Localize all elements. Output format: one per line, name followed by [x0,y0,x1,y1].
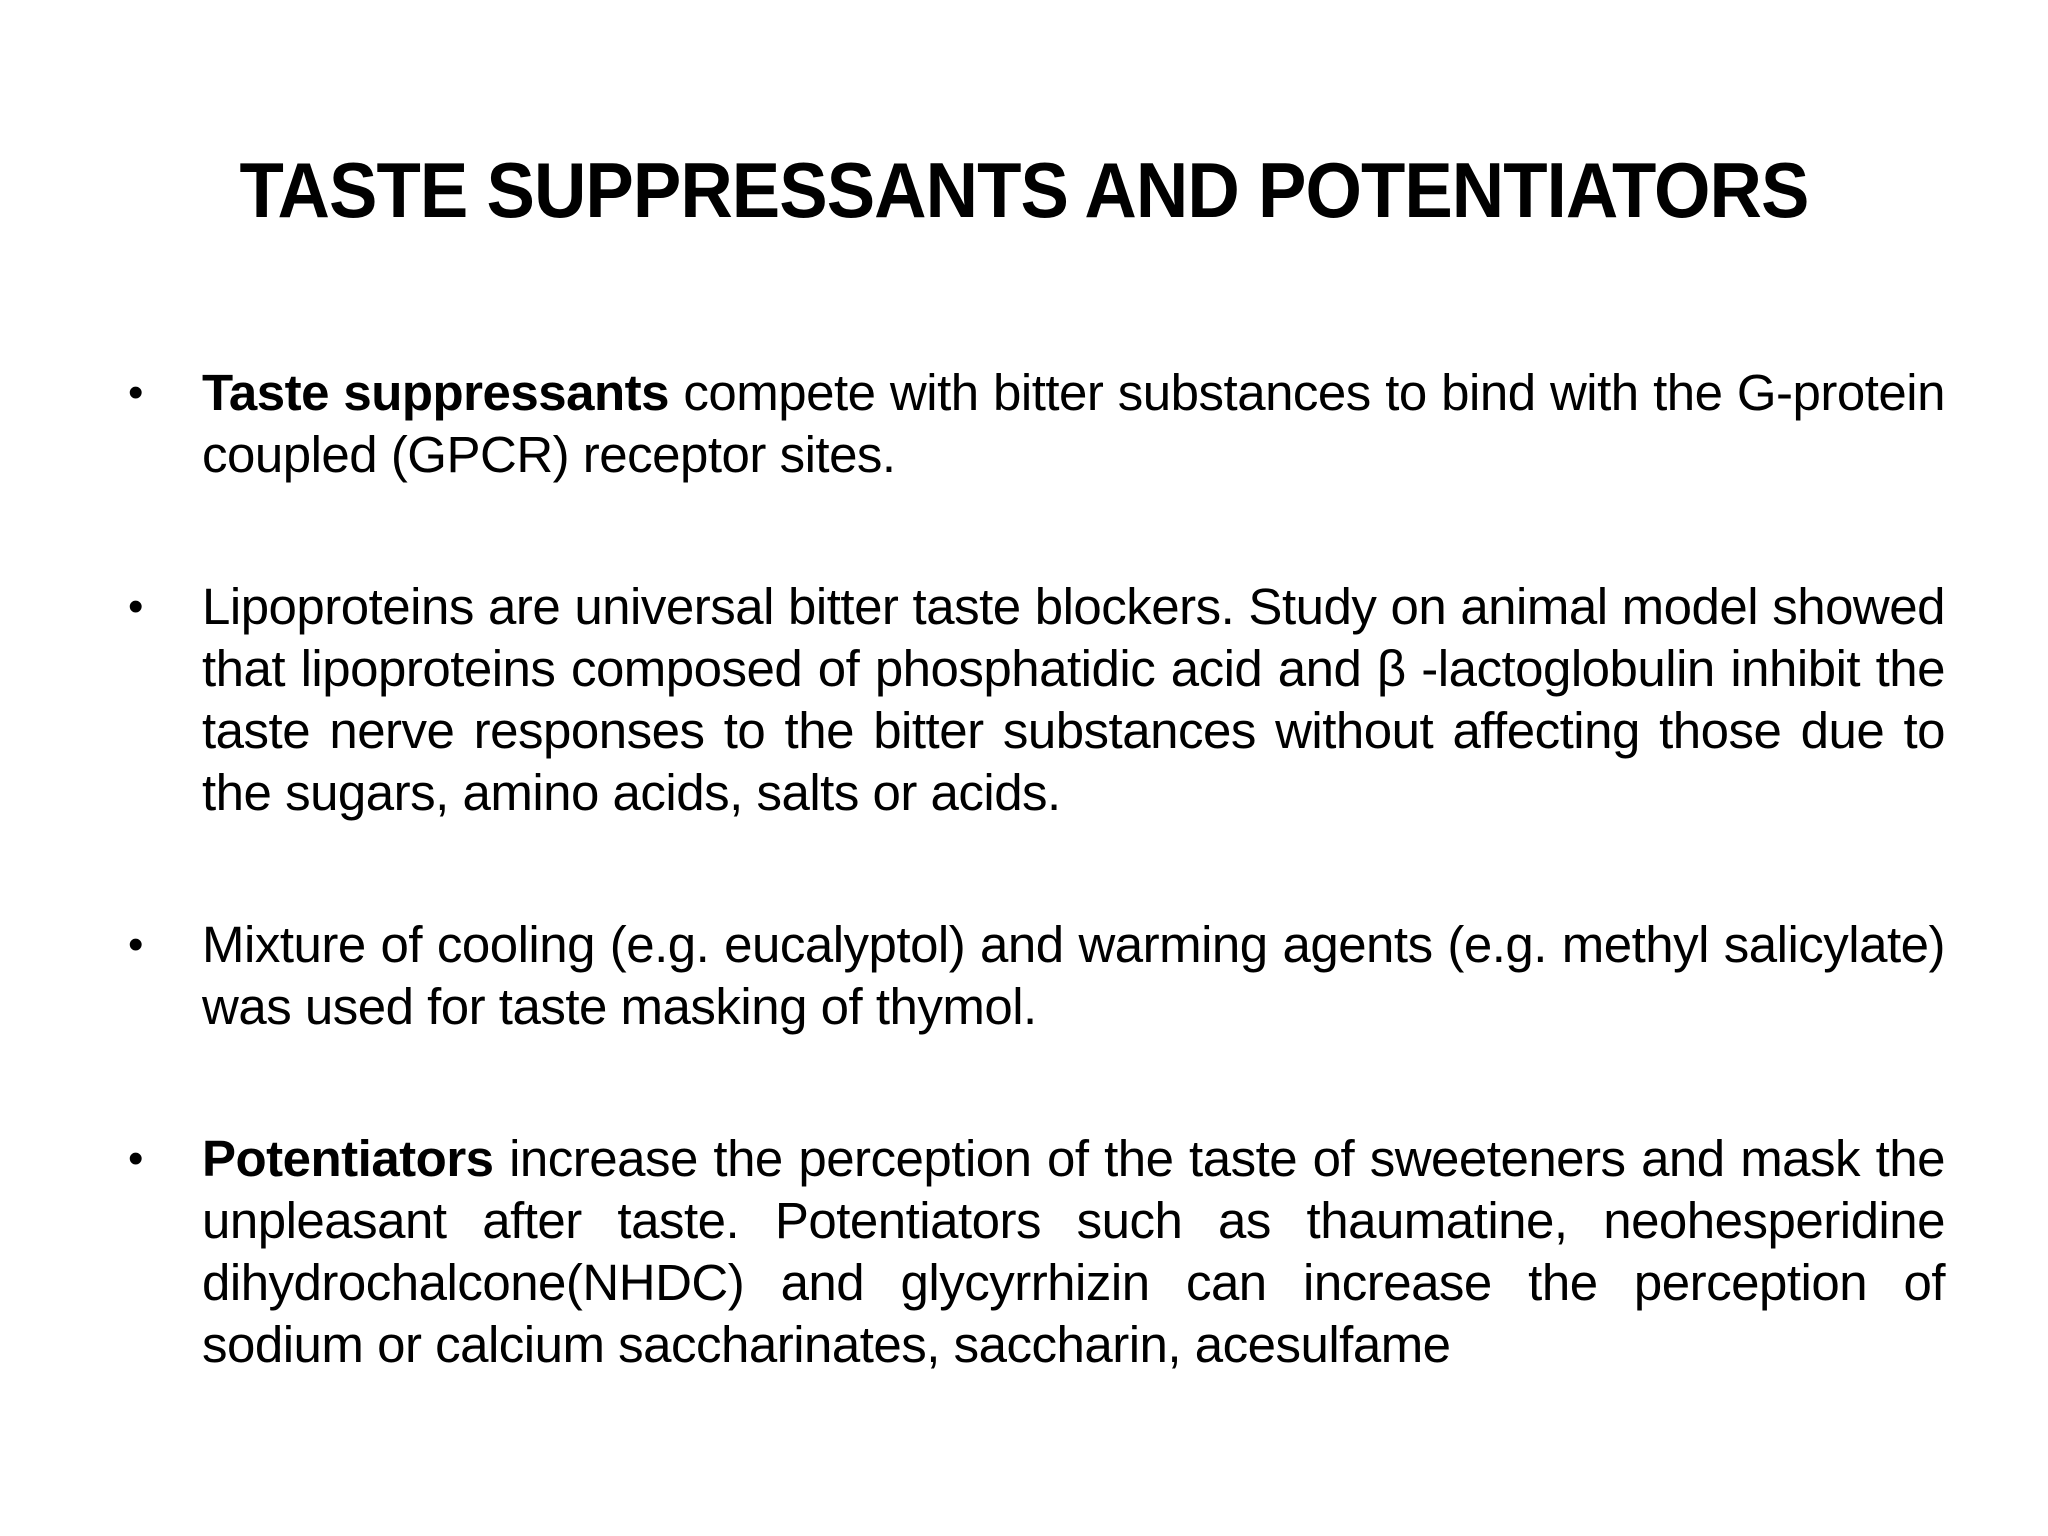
bullet-text: Mixture of cooling (e.g. eucalyptol) and warming agents (e.g. methyl salicylate) was used for taste masking of thymol. [202,916,1945,1035]
bullet-bold-term: Potentiators [202,1130,494,1187]
bullet-list [120,362,1945,1376]
bullet-item-taste-suppressants [120,362,1945,486]
bullet-text: increase the perception of the taste of sweeteners and mask the unpleasant after taste. Potentiators such as thaumatine, neohesperidine dihydrochalcone(NHDC) and glycyrrhizin can increase the perception of sodium or calcium saccharinates, saccharin, acesulfame [202,1130,1945,1373]
bullet-text: compete with bitter substances to bind with the G-protein coupled (GPCR) receptor sites. [202,364,1945,483]
bullet-text: Lipoproteins are universal bitter taste blockers. Study on animal model showed that lipoproteins composed of phosphatidic acid and β -lactoglobulin inhibit the taste nerve responses to the bitter substances without affecting those due to the sugars, amino acids, salts or acids. [202,578,1945,821]
bullet-icon: • [128,582,143,631]
bullet-bold-term: Taste suppressants [202,364,669,421]
slide-title: TASTE SUPPRESSANTS AND POTENTIATORS [239,146,1809,234]
bullet-item-lipoproteins [120,576,1945,824]
bullet-icon: • [128,920,143,969]
bullet-item-cooling-warming [120,914,1945,1038]
bullet-item-potentiators [120,1128,1945,1376]
bullet-icon: • [128,1134,143,1183]
bullet-icon: • [128,368,143,417]
